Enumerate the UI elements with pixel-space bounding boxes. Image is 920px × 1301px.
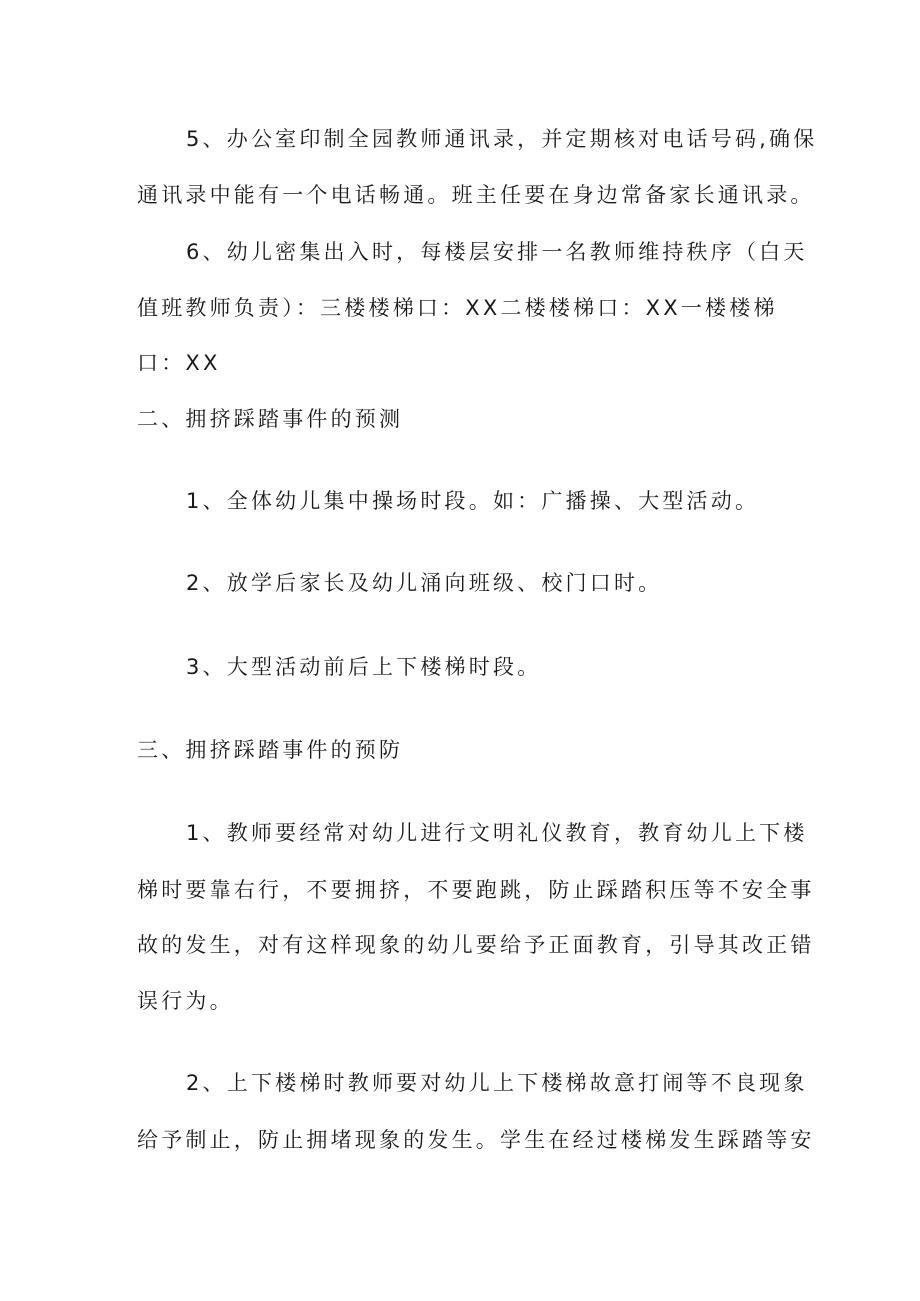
prediction-item-2: 2、放学后家长及幼儿涌向班级、校门口时。: [186, 571, 663, 595]
section-heading-prediction: 二、拥挤踩踏事件的预测: [137, 407, 404, 431]
paragraph-5-line-2: 通讯录中能有一个电话畅通。班主任要在身边常备家长通讯录。: [137, 183, 815, 207]
prevention-2-line-2: 给予制止，防止拥堵现象的发生。学生在经过楼梯发生踩踏等安: [137, 1128, 815, 1152]
section-heading-prevention: 三、拥挤踩踏事件的预防: [137, 738, 404, 762]
prevention-1-line-2: 梯时要靠右行，不要拥挤，不要跑跳，防止踩踏积压等不安全事: [137, 878, 815, 902]
paragraph-6-line-2: 值班教师负责）：三楼楼梯口：XX二楼楼梯口：XX一楼楼梯: [137, 296, 778, 320]
paragraph-5-line-1: 5、办公室印制全园教师通讯录，并定期核对电话号码,确保: [186, 127, 818, 151]
paragraph-6-line-3: 口：XX: [137, 351, 221, 375]
prevention-1-line-3: 故的发生，对有这样现象的幼儿要给予正面教育，引导其改正错: [137, 933, 815, 957]
paragraph-6-line-1: 6、幼儿密集出入时，每楼层安排一名教师维持秩序（白天: [186, 240, 808, 264]
prevention-2-line-1: 2、上下楼梯时教师要对幼儿上下楼梯故意打闹等不良现象: [186, 1071, 808, 1095]
prevention-1-line-1: 1、教师要经常对幼儿进行文明礼仪教育，教育幼儿上下楼: [186, 821, 808, 845]
prevention-1-line-4: 误行为。: [137, 989, 234, 1013]
prediction-item-1: 1、全体幼儿集中操场时段。如：广播操、大型活动。: [186, 489, 760, 513]
prediction-item-3: 3、大型活动前后上下楼梯时段。: [186, 655, 542, 679]
